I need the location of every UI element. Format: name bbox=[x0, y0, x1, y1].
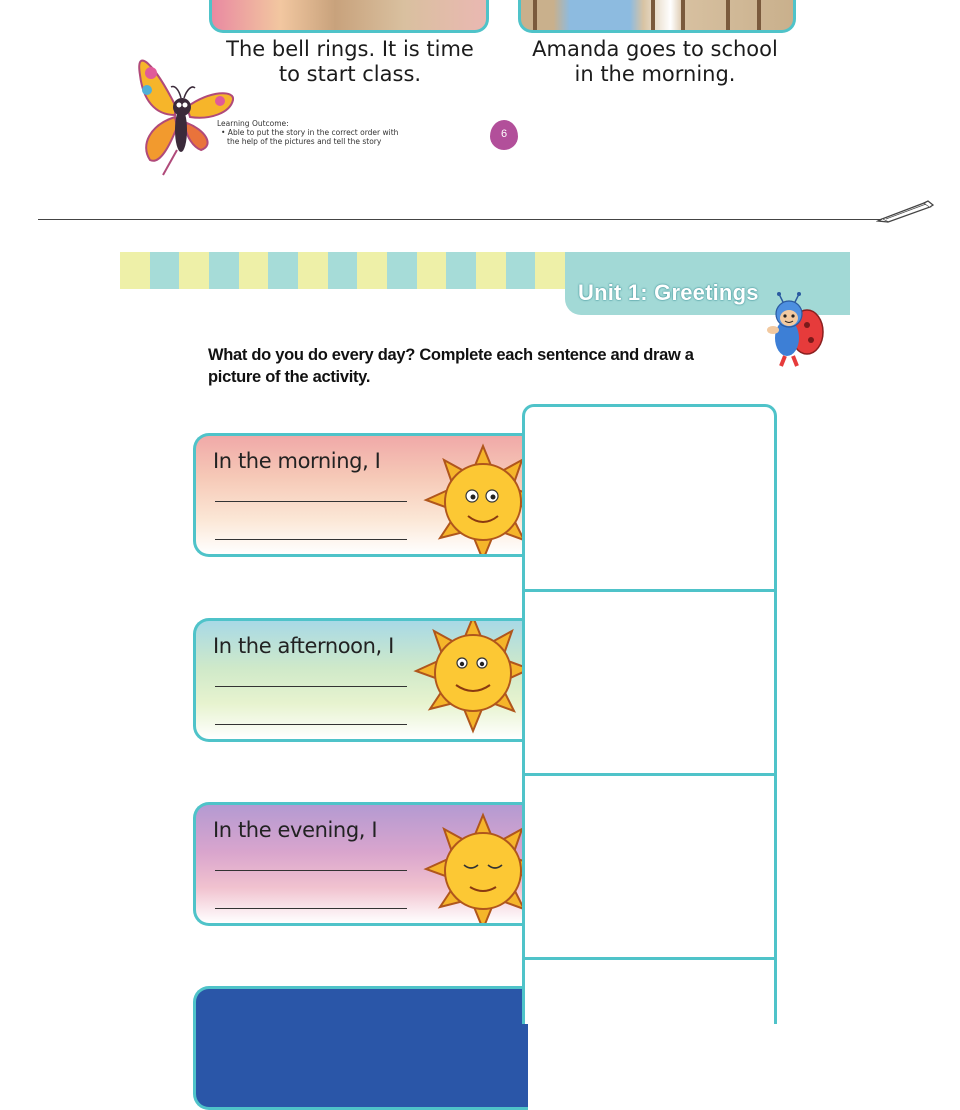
story-picture-school bbox=[518, 0, 796, 33]
drawing-box-divider bbox=[525, 589, 774, 592]
page-number-badge: 6 bbox=[490, 120, 518, 150]
sun-happy-icon bbox=[418, 438, 528, 557]
learning-outcome-bullet-cont: the help of the pictures and tell the story bbox=[227, 137, 382, 146]
activity-label: In the afternoon, I bbox=[213, 634, 394, 658]
learning-outcome bbox=[217, 119, 398, 146]
answer-line[interactable] bbox=[215, 908, 407, 909]
activity-card-afternoon bbox=[193, 618, 528, 742]
butterfly-mascot-icon bbox=[135, 45, 240, 180]
decorative-stripes bbox=[120, 252, 565, 289]
story-caption-1: The bell rings. It is time to start class. bbox=[226, 37, 474, 86]
story-caption-2: Amanda goes to school in the morning. bbox=[532, 37, 778, 86]
unit-title: Unit 1: Greetings bbox=[578, 280, 759, 305]
answer-line[interactable] bbox=[215, 724, 407, 725]
answer-line[interactable] bbox=[215, 539, 407, 540]
answer-line[interactable] bbox=[215, 686, 407, 687]
sun-sleepy-icon bbox=[418, 807, 528, 926]
drawing-box-divider bbox=[525, 957, 774, 960]
pencil-icon bbox=[876, 197, 934, 223]
activity-card-evening bbox=[193, 802, 528, 926]
activity-label: In the morning, I bbox=[213, 449, 381, 473]
answer-line[interactable] bbox=[215, 501, 407, 502]
drawing-box-divider bbox=[525, 773, 774, 776]
activity-instruction: What do you do every day? Complete each sentence and draw a picture of the activity. bbox=[208, 346, 694, 386]
ladybug-mascot-icon bbox=[757, 290, 827, 370]
activity-card-morning bbox=[193, 433, 528, 557]
activity-card-night bbox=[193, 986, 528, 1110]
learning-outcome-bullet: • Able to put the story in the correct order with bbox=[221, 128, 399, 137]
learning-outcome-heading: Learning Outcome: bbox=[217, 119, 289, 128]
page-divider bbox=[38, 219, 888, 220]
activity-label: In the evening, I bbox=[213, 818, 378, 842]
sun-smiling-icon bbox=[408, 618, 528, 739]
answer-line[interactable] bbox=[215, 870, 407, 871]
drawing-boxes[interactable] bbox=[522, 404, 777, 1024]
story-picture-classroom bbox=[209, 0, 489, 33]
